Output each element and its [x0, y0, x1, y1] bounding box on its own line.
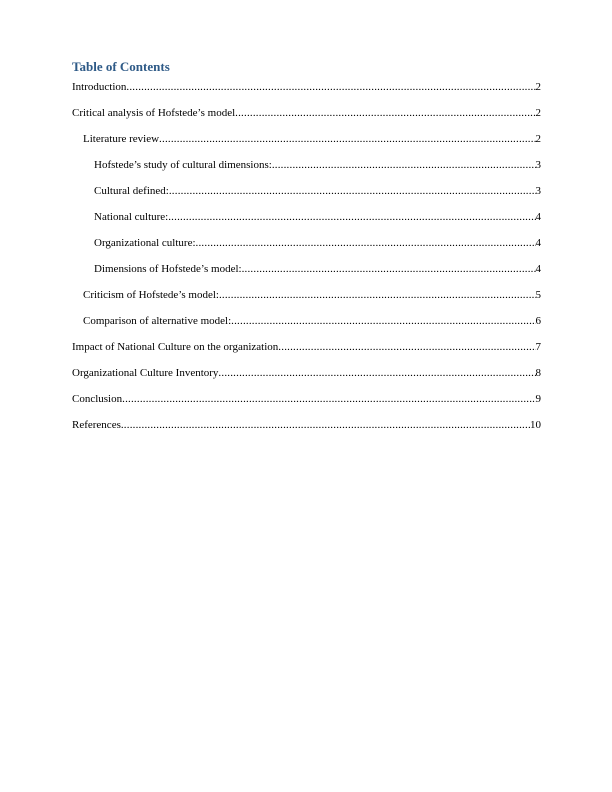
- toc-dot-leader: [272, 159, 536, 172]
- toc-page-number: 2: [535, 133, 541, 145]
- toc-dot-leader: [235, 107, 535, 120]
- toc-entry-critical-analysis[interactable]: [72, 107, 541, 120]
- toc-entry-literature-review[interactable]: [72, 133, 541, 146]
- toc-page-number: 4: [535, 263, 541, 275]
- toc-dot-leader: [121, 419, 530, 432]
- toc-entry-hofstede-study[interactable]: [72, 159, 541, 172]
- toc-entry-label: Organizational culture:: [94, 237, 196, 249]
- toc-dot-leader: [196, 237, 536, 250]
- toc-page-number: 6: [535, 315, 541, 327]
- toc-dot-leader: [242, 263, 536, 276]
- toc-entry-label: Criticism of Hofstede’s model:: [83, 289, 219, 301]
- toc-entry-cultural-defined[interactable]: [72, 185, 541, 198]
- toc-page-number: 3: [535, 185, 541, 197]
- toc-dot-leader: [168, 211, 535, 224]
- toc-page-number: 10: [530, 419, 541, 431]
- toc-page-number: 5: [535, 289, 541, 301]
- toc-entry-references[interactable]: [72, 419, 541, 432]
- toc-page-number: 9: [535, 393, 541, 405]
- toc-page-number: 4: [535, 211, 541, 223]
- toc-entry-organizational-culture[interactable]: [72, 237, 541, 250]
- toc-entry-label: Dimensions of Hofstede’s model:: [94, 263, 242, 275]
- toc-page-number: 2: [535, 107, 541, 119]
- toc-entry-label: References: [72, 419, 121, 431]
- toc-page-number: 2: [535, 81, 541, 93]
- toc-entry-label: Conclusion: [72, 393, 123, 405]
- toc-entry-label: Critical analysis of Hofstede’s model: [72, 107, 236, 119]
- toc-entry-label: Introduction: [72, 81, 127, 93]
- toc-entry-impact[interactable]: [72, 341, 541, 354]
- toc-dot-leader: [169, 185, 536, 198]
- toc-entry-comparison[interactable]: [72, 315, 541, 328]
- toc-dot-leader: [231, 315, 535, 328]
- toc-entry-label: Cultural defined:: [94, 185, 169, 197]
- toc-entry-label: Impact of National Culture on the organization: [72, 341, 279, 353]
- toc-entry-label: Hofstede’s study of cultural dimensions:: [94, 159, 272, 171]
- toc-page-number: 8: [535, 367, 541, 379]
- toc-dot-leader: [278, 341, 535, 354]
- toc-entry-label: Comparison of alternative model:: [83, 315, 232, 327]
- toc-entry-criticism[interactable]: [72, 289, 541, 302]
- toc-page-number: 7: [535, 341, 541, 353]
- toc-entry-dimensions[interactable]: [72, 263, 541, 276]
- toc-entry-label: National culture:: [94, 211, 169, 223]
- toc-entry-introduction[interactable]: [72, 81, 541, 94]
- toc-entry-national-culture[interactable]: [72, 211, 541, 224]
- toc-entry-label: Organizational Culture Inventory: [72, 367, 219, 379]
- toc-page-number: 4: [535, 237, 541, 249]
- toc-list: [72, 81, 541, 432]
- toc-entry-label: Literature review: [83, 133, 160, 145]
- toc-entry-oci[interactable]: [72, 367, 541, 380]
- toc-dot-leader: [219, 289, 536, 302]
- toc-dot-leader: [126, 81, 535, 94]
- toc-dot-leader: [218, 367, 535, 380]
- document-page: [72, 58, 541, 445]
- toc-entry-conclusion[interactable]: [72, 393, 541, 406]
- toc-page-number: 3: [535, 159, 541, 171]
- toc-title: Table of Contents: [72, 59, 170, 74]
- toc-dot-leader: [122, 393, 535, 406]
- toc-dot-leader: [159, 133, 535, 146]
